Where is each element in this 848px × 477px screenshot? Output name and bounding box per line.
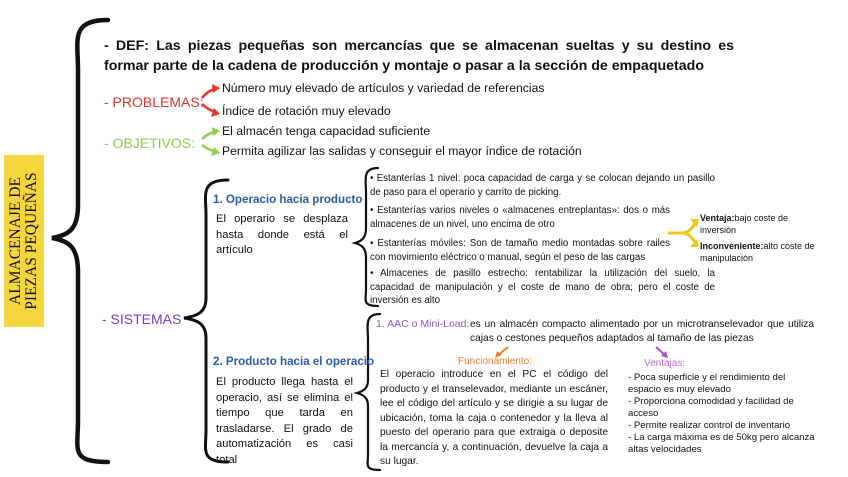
funcionamiento-bracket <box>357 314 380 470</box>
objectives-label: - OBJETIVOS: <box>104 135 196 151</box>
aac-label: 1. AAC o Mini-Load: <box>376 318 470 330</box>
problem-item-2: Índice de rotación muy elevado <box>222 104 391 118</box>
yellow-fork <box>668 222 696 244</box>
aac-description: es un almacén compacto alimentado por un microtranselevador que utiliza cajas o cestones pequeños adaptados al tamaño de las piezas <box>470 319 814 344</box>
funcionamiento-label: Funcionamiento: <box>458 356 532 367</box>
ventajas-list <box>628 372 818 456</box>
ventaja-item-2: - Proporciona comodidad y facilidad de acceso <box>628 396 794 419</box>
inconveniente-text: alto coste de manipulación <box>700 241 815 263</box>
ventaja-item-3: - Permite realizar control de inventario <box>628 420 791 431</box>
system-1-description: El operario se desplaza hasta donde está el artículo <box>216 213 348 256</box>
bullet-estanterias-varios-niveles: • Estanterías varios niveles o «almacenes entreplantas»: dos o más almacenes de un nivel, uno encima de otro <box>370 205 670 230</box>
inconveniente-label: Inconveniente: <box>700 241 764 251</box>
main-bracket <box>52 20 108 462</box>
ventaja-item-4: - La carga máxima es de 50kg pero alcanza altas velocidades <box>628 432 815 455</box>
bullet-estanterias-moviles: • Estanterías móviles: Son de tamaño medio montadas sobre railes con movimiento eléctrico o manual, según el peso de las cargas <box>370 238 670 263</box>
system-2-title: 2. Producto hacia el operacio <box>213 355 375 368</box>
bullet-pasillo-estrecho: • Almacenes de pasillo estrecho: rentabilizar la utilización del suelo, la capacidad de manipulación y el coste de mano de obra; pero el coste de inversión es alto <box>370 268 715 306</box>
definition: - DEF: Las piezas pequeñas son mercancías que se almacenan sueltas y su destino es formar parte de la cadena de producción y montaje o pasar a la sección de empaquetado <box>104 38 734 74</box>
ventajas-label: Ventajas: <box>644 358 686 369</box>
problem-item-1: Número muy elevado de artículos y variedad de referencias <box>222 81 545 95</box>
inconveniente <box>700 240 820 264</box>
page-title: ALMACENAJE DE PIEZAS PEQUEÑAS <box>7 172 40 310</box>
title-box <box>4 155 44 327</box>
ventaja-item-1: - Poca superficie y el rendimiento del espacio es muy elevado <box>628 372 786 395</box>
systems-label: - SISTEMAS <box>102 311 182 327</box>
funcionamiento-text: El operacio introduce en el PC el código del producto y el transelevador, mediante un escáner, lee el código del artículo y se dirigie a su lugar de ubicación, toma la caja o contenedor y la lleva al puesto del operario para que extraiga o deposite la mercancía y, a continuación, devuelve la caja a su lugar. <box>380 369 608 467</box>
ventaja <box>700 212 790 236</box>
bullet-estanterias-1-nivel: • Estanterías 1 nivel: poca capacidad de carga y se colocan dejando un pasillo de paso para el operario y carrito de picking. <box>370 173 715 198</box>
ventaja-label: Ventaja: <box>700 213 735 223</box>
system-2-description: El producto llega hasta el operacio, así se elimina el tiempo que tarda en trasladarse. El grado de automatización es casi total <box>216 376 353 466</box>
objective-item-2: Permita agilizar las salidas y conseguir el mayor índice de rotación <box>222 144 582 158</box>
problems-label: - PROBLEMAS: <box>104 94 204 110</box>
system-1-title: 1. Operacio hacia producto <box>213 193 363 206</box>
objective-item-1: El almacén tenga capacidad suficiente <box>222 124 430 138</box>
ventaja-text: bajo coste de inversión <box>700 213 789 235</box>
